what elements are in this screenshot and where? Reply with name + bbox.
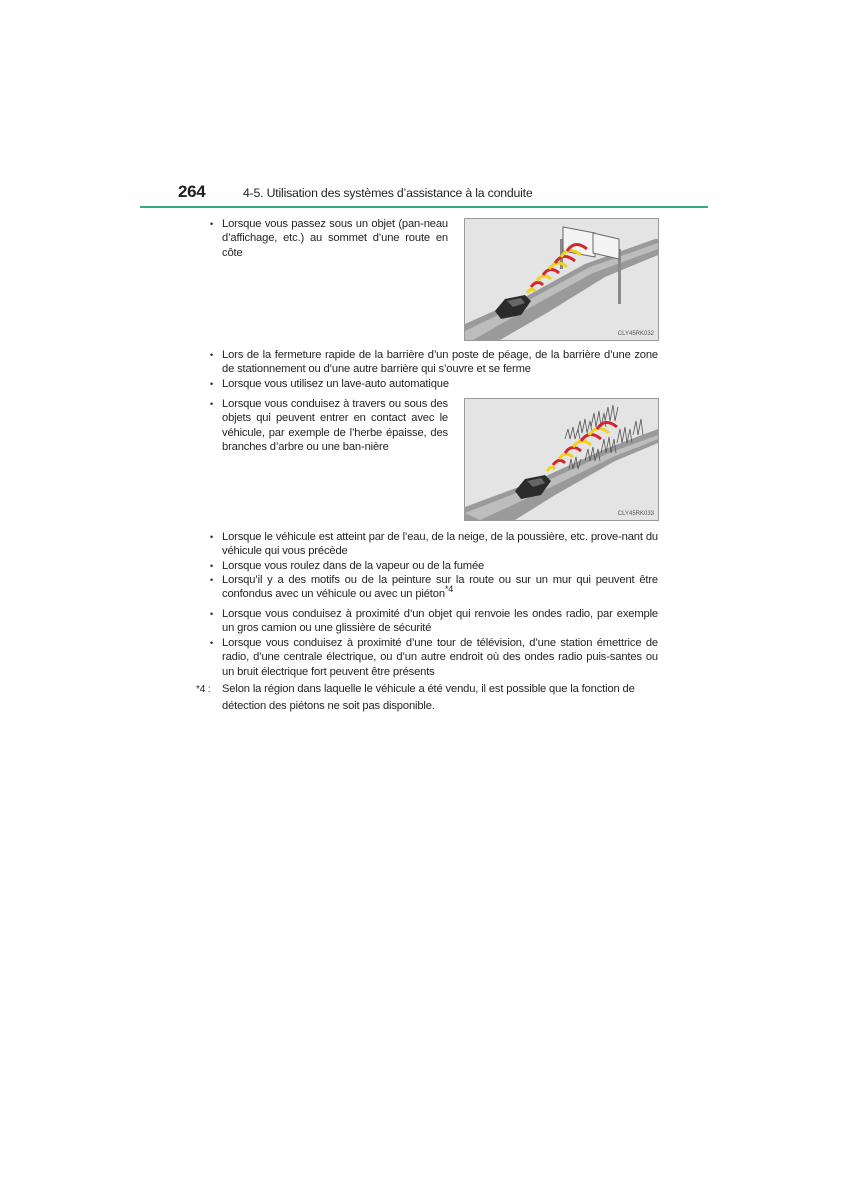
list-item	[210, 530, 658, 559]
list-item	[210, 348, 658, 377]
list-item-text: Lors de la fermeture rapide de la barrière d’un poste de péage, de la barrière d’une zone de stationnement ou d’une autre barrière qui s’ouvre et se ferme	[222, 349, 658, 376]
list-item-text	[222, 573, 658, 602]
list-item-text: Lorsque le véhicule est atteint par de l’eau, de la neige, de la poussière, etc. prove-nant du véhicule qui vous précède	[222, 531, 658, 558]
bullet-icon: •	[210, 561, 214, 571]
bullet-icon: •	[210, 399, 214, 409]
page-header	[140, 180, 708, 208]
figure-grass	[464, 398, 659, 521]
bullet-icon: •	[210, 350, 214, 360]
car-through-grass-illustration	[465, 399, 658, 520]
list-item-text-main: Lorsqu’il y a des motifs ou de la peinture sur la route ou sur un mur qui peuvent être confondus avec un véhicule ou avec un piéton	[222, 574, 658, 601]
list-item	[210, 377, 658, 391]
bullet-icon: •	[210, 638, 214, 648]
footnote-reference: *4	[444, 584, 454, 595]
footnote-mark: *4 :	[196, 684, 211, 695]
bullet-icon: •	[210, 219, 214, 229]
list-item-text: Lorsque vous passez sous un objet (pan-neau d’affichage, etc.) au sommet d’une route en côte	[222, 218, 448, 259]
header-divider	[140, 206, 708, 208]
list-item	[210, 607, 658, 636]
figure-code: CLY45RK032	[617, 331, 654, 337]
list-item	[210, 397, 448, 454]
page-number: 264	[178, 182, 206, 201]
footnote	[196, 681, 658, 715]
bullet-icon: •	[210, 609, 214, 619]
list-item-text: Lorsque vous roulez dans de la vapeur ou de la fumée	[222, 560, 485, 572]
list-item-text: Lorsque vous conduisez à proximité d’un objet qui renvoie les ondes radio, par exemple un gros camion ou une glissière de sécurité	[222, 608, 658, 635]
list-item-text: Lorsque vous conduisez à travers ou sous des objets qui peuvent entrer en contact avec le véhicule, par exemple de l’herbe épaisse, des branches d’arbre ou une ban-nière	[222, 398, 448, 453]
bullet-icon: •	[210, 379, 214, 389]
figure-code: CLY45RK033	[617, 511, 654, 517]
footnote-text: Selon la région dans laquelle le véhicule a été vendu, il est possible que la fonction de détection des piétons ne soit pas disponible.	[222, 683, 635, 712]
list-item	[210, 636, 658, 679]
list-item-text: Lorsque vous conduisez à proximité d’une tour de télévision, d’une station émettrice de radio, d’une centrale électrique, ou d’un autre endroit où des ondes radio puis-santes ou un bruit électrique fort peuvent être présents	[222, 637, 658, 678]
list-item	[210, 217, 448, 260]
list-item-text: Lorsque vous utilisez un lave-auto automatique	[222, 378, 449, 390]
bullet-icon: •	[210, 532, 214, 542]
car-under-billboard-illustration	[465, 219, 658, 340]
bullet-icon: •	[210, 575, 214, 585]
list-item	[210, 559, 658, 573]
figure-billboard	[464, 218, 659, 341]
list-item	[210, 573, 658, 602]
section-title: 4-5. Utilisation des systèmes d’assistance à la conduite	[243, 186, 533, 200]
